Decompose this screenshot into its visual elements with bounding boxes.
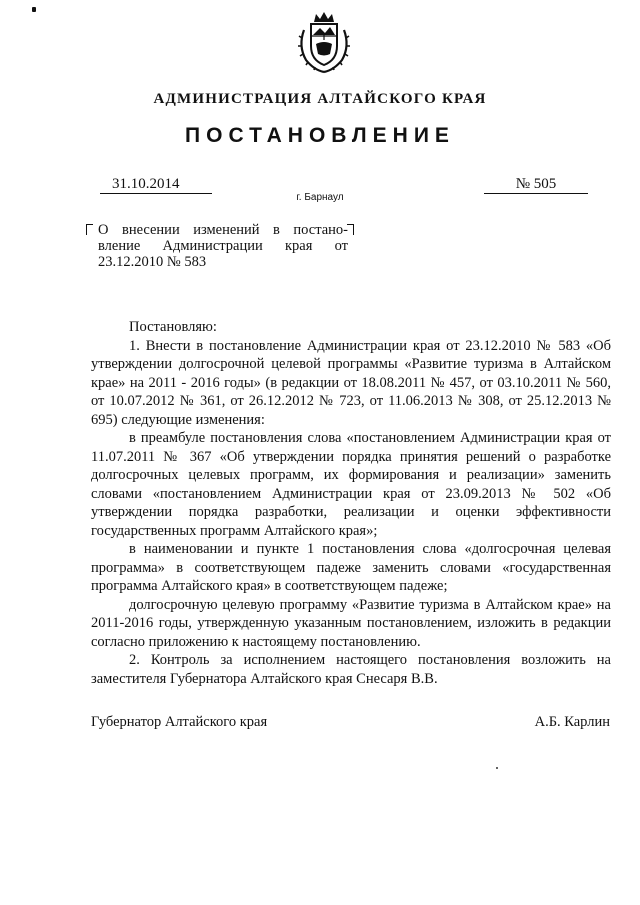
body-paragraph: 1. Внести в постановление Администрации края от 23.12.2010 № 583 «Об утверждении долгосрочной целевой программы «Развитие туризма в Алтайском крае» на 2011 - 2016 годы» (в редакции от 18.08.2011 № 457, от 03.10.2011 № 560, от 10.07.2012 № 361, от 26.12.2012 № 723, от 11.06.2013 № 308, от 25.12.2013 № 695) следующие изменения: xyxy=(91,337,611,428)
coat-of-arms-emblem xyxy=(294,10,354,76)
document-type-heading: ПОСТАНОВЛЕНИЕ xyxy=(185,124,455,147)
body-paragraph: 2. Контроль за исполнением настоящего постановления возложить на заместителя Губернатора Алтайского края Снесаря В.В. xyxy=(91,652,611,687)
subject-line: О внесении изменений в постано- xyxy=(98,222,348,238)
body-paragraph: в наименовании и пункте 1 постановления слова «долгосрочная целевая программа» в соответствующем падеже заменить словами «государственная программа Алтайского края» в соответствующем падеже; xyxy=(91,541,611,594)
body-paragraph-intro: Постановляю: xyxy=(129,319,217,335)
body-paragraph: в преамбуле постановления слова «постановлением Администрации края от 11.07.2011 № 367 «Об утверждении порядка принятия решений о разработке долгосрочных целевых программ, их формирования и реализации» заменить словами «постановлением Администрации края от 23.09.2013 № 502 «Об утверждении порядка разработки, реализации и оценки эффективности государственных программ Алтайского края»; xyxy=(91,430,611,539)
signatory-role: Губернатор Алтайского края xyxy=(91,714,268,730)
signatory-name: А.Б. Карлин xyxy=(534,714,610,730)
document-subject xyxy=(90,222,348,270)
document-number: № 505 xyxy=(484,175,588,194)
document-city: г. Барнаул xyxy=(296,192,344,203)
subject-bracket-left xyxy=(86,224,93,235)
document-date: 31.10.2014 xyxy=(100,175,212,194)
subject-line: вление Администрации края от xyxy=(98,238,348,254)
organization-title: АДМИНИСТРАЦИЯ АЛТАЙСКОГО КРАЯ xyxy=(153,91,487,107)
scan-speck xyxy=(496,767,498,769)
subject-line: 23.12.2010 № 583 xyxy=(98,254,207,270)
scan-mark xyxy=(32,7,36,12)
document-body xyxy=(91,318,611,688)
subject-bracket-right xyxy=(347,224,354,235)
body-paragraph: долгосрочную целевую программу «Развитие туризма в Алтайском крае» на 2011-2016 годы, утвержденную указанным постановлением, изложить в редакции согласно приложению к настоящему постановлению. xyxy=(91,596,611,650)
